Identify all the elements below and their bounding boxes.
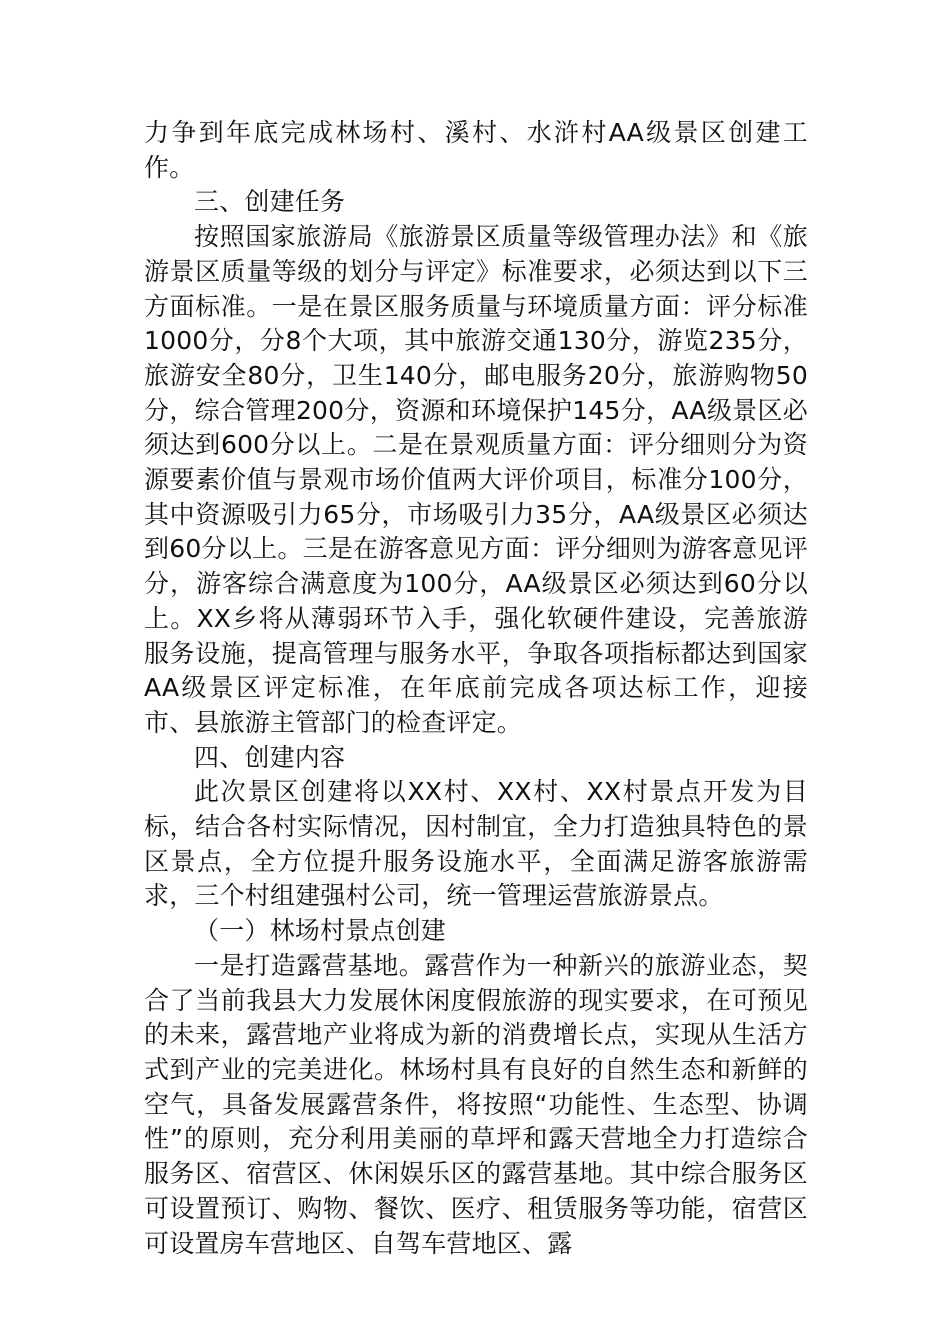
paragraph-camping-base: 一是打造露营基地。露营作为一种新兴的旅游业态，契合了当前我县大力发展休闲度假旅游的现实要求，在可预见的未来，露营地产业将成为新的消费增长点，实现从生活方式到产业的完美进化。林场村具有良好的自然生态和新鲜的空气，具备发展露营条件，将按照“功能性、生态型、协调性”的原则，充分利用美丽的草坪和露天营地全力打造综合服务区、宿营区、休闲娱乐区的露营基地。其中综合服务区可设置预订、购物、餐饮、医疗、租赁服务等功能，宿营区可设置房车营地区、自驾车营地区、露 — [144, 950, 808, 1258]
document-body — [144, 116, 808, 1261]
paragraph-content-overview: 此次景区创建将以XX村、XX村、XX村景点开发为目标，结合各村实际情况，因村制宜，全力打造独具特色的景区景点，全方位提升服务设施水平，全面满足游客旅游需求，三个村组建强村公司，统一管理运营旅游景点。 — [144, 777, 808, 911]
paragraph-continuation: 力争到年底完成林场村、溪村、水浒村AA级景区创建工作。 — [144, 118, 808, 182]
section-heading-content: 四、创建内容 — [194, 742, 346, 772]
paragraph-standards: 按照国家旅游局《旅游景区质量等级管理办法》和《旅游景区质量等级的划分与评定》标准要求，必须达到以下三方面标准。一是在景区服务质量与环境质量方面：评分标准1000分，分8个大项，其中旅游交通130分，游览235分，旅游安全80分，卫生140分，邮电服务20分，旅游购物50分，综合管理200分，资源和环境保护145分，AA级景区必须达到600分以上。二是在景观质量方面：评分细则分为资源要素价值与景观市场价值两大评价项目，标准分100分，其中资源吸引力65分，市场吸引力35分，AA级景区必须达到60分以上。三是在游客意见方面：评分细则为游客意见评分，游客综合满意度为100分，AA级景区必须达到60分以上。XX乡将从薄弱环节入手，强化软硬件建设，完善旅游服务设施，提高管理与服务水平，争取各项指标都达到国家AA级景区评定标准，在年底前完成各项达标工作，迎接市、县旅游主管部门的检查评定。 — [144, 222, 808, 737]
subsection-heading-linchang: （一）林场村景点创建 — [194, 916, 447, 946]
section-heading-tasks: 三、创建任务 — [194, 187, 346, 217]
